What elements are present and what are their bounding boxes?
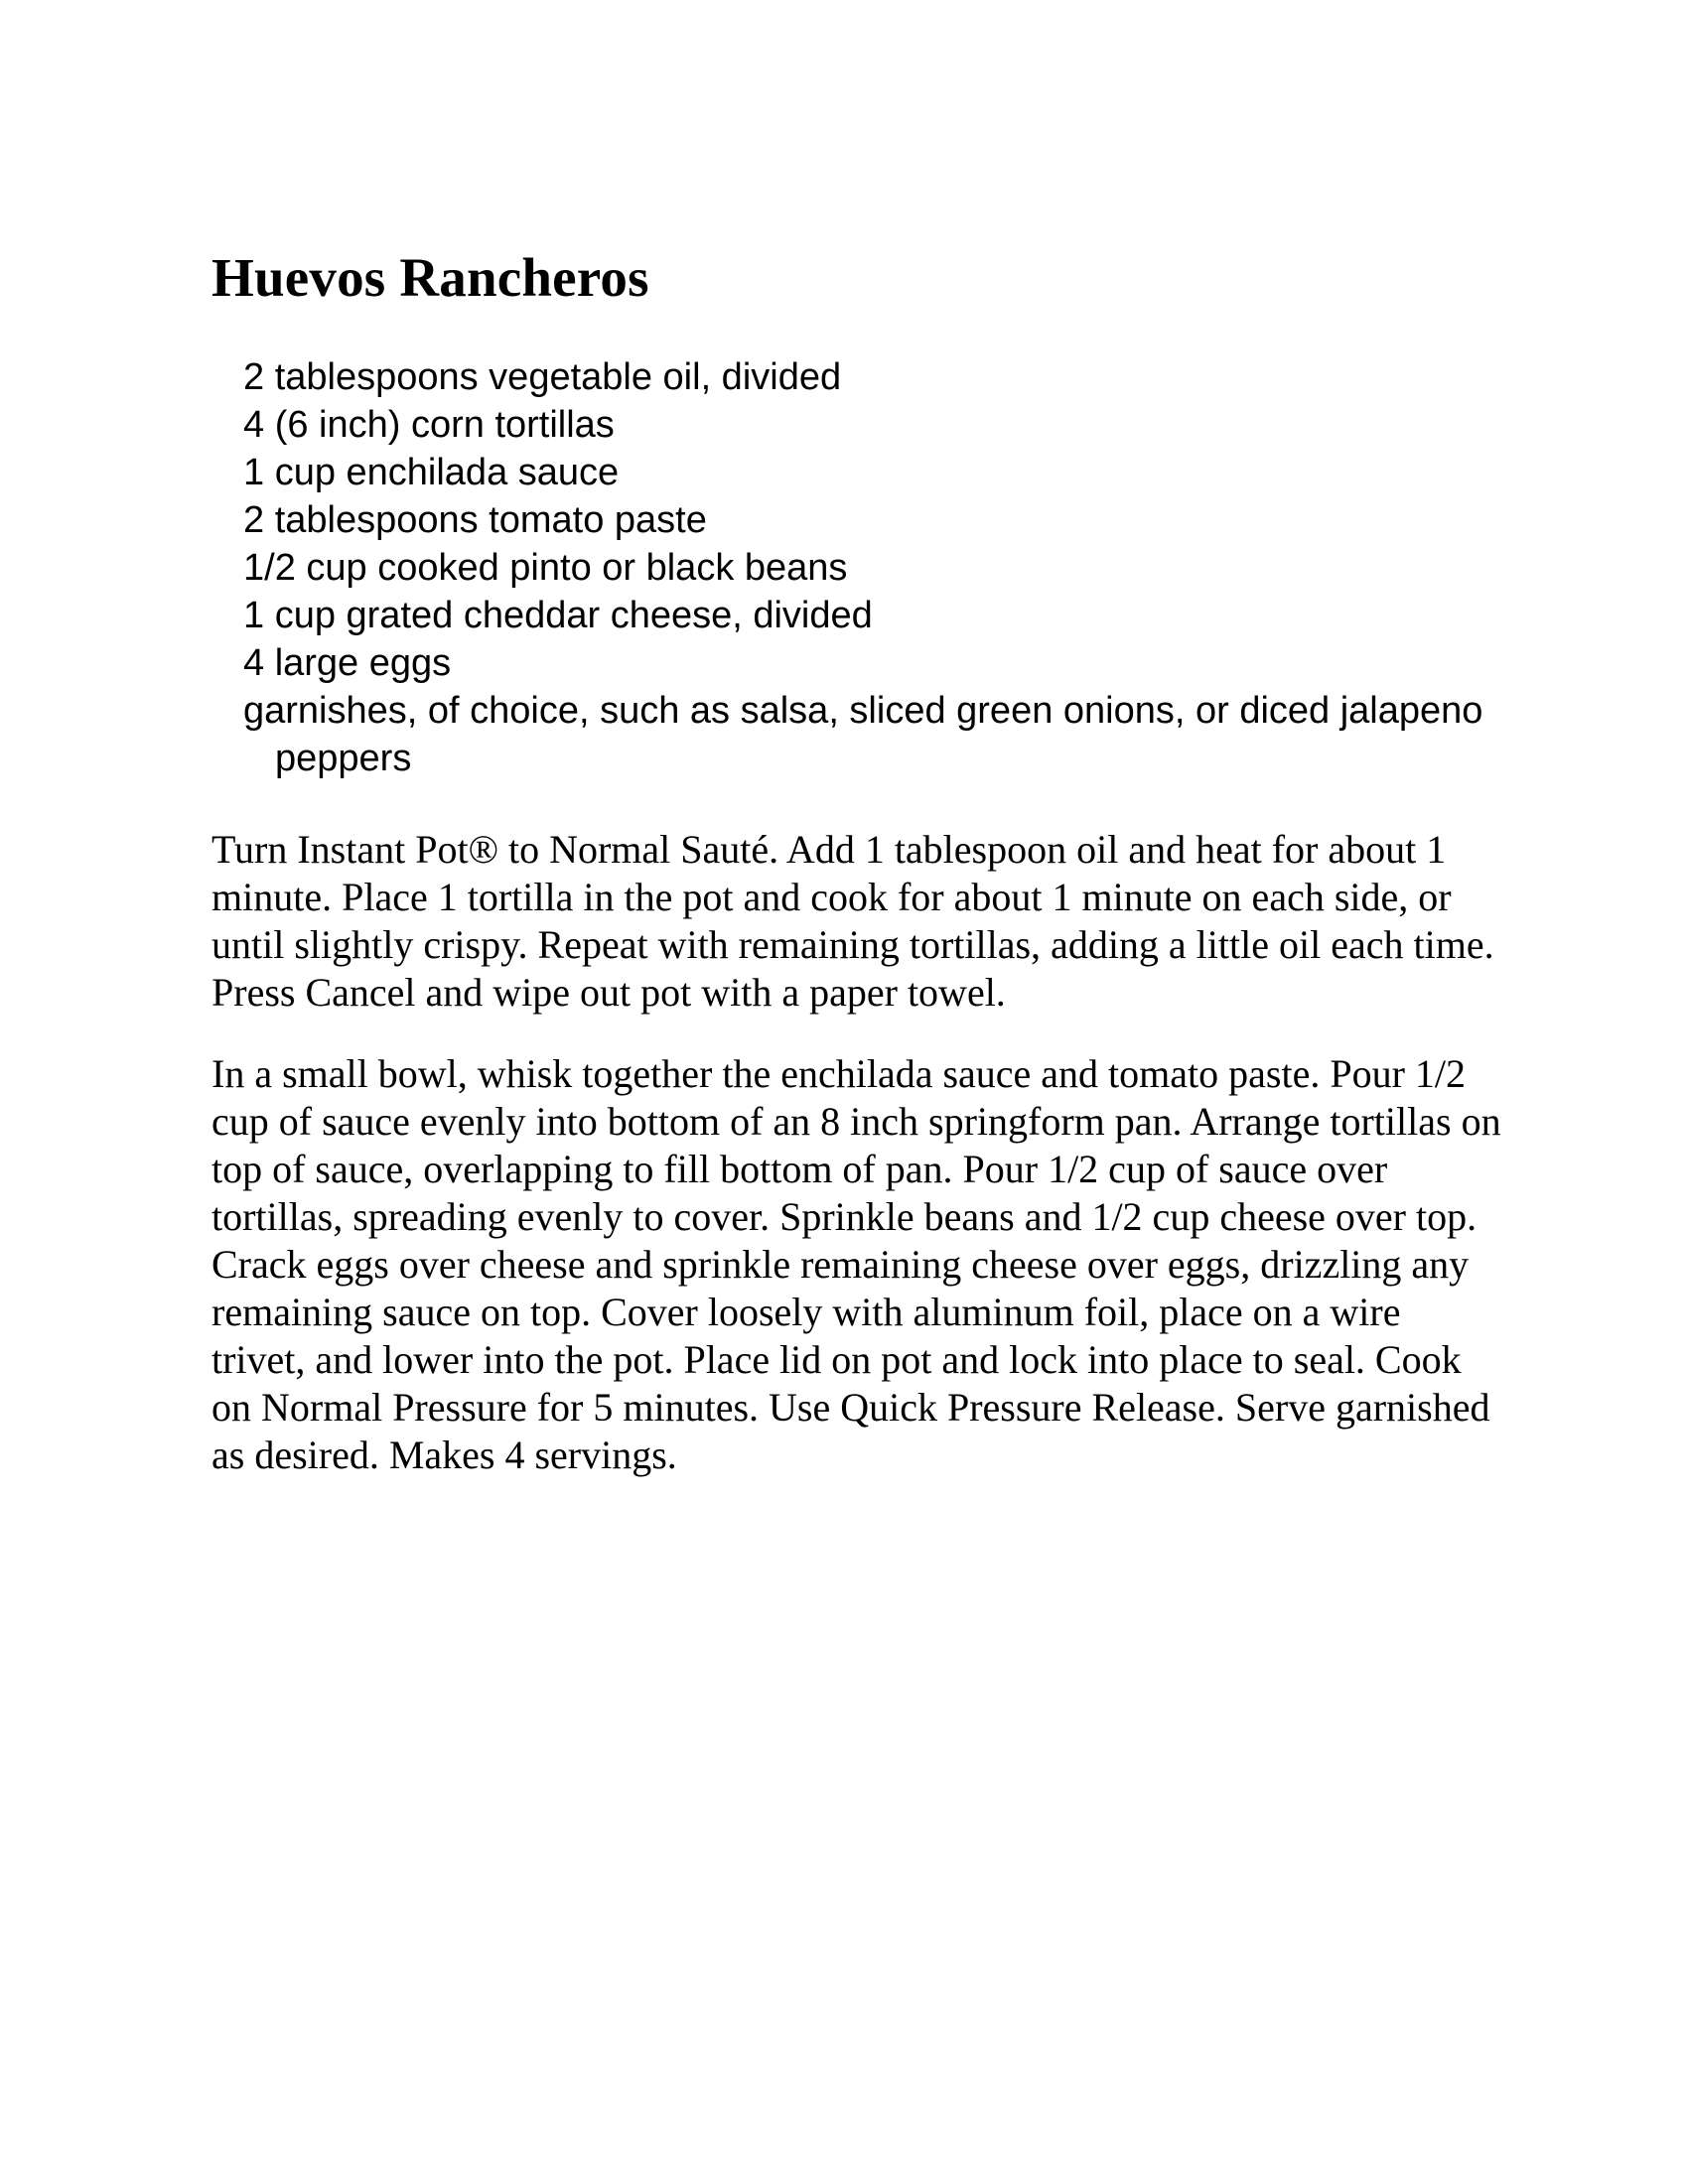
- ingredient-item: 1 cup grated cheddar cheese, divided: [243, 595, 873, 636]
- ingredient-item: garnishes, of choice, such as salsa, sliced green onions, or diced jalapeno peppers: [243, 690, 1483, 779]
- instruction-paragraph: Turn Instant Pot® to Normal Sauté. Add 1 tablespoon oil and heat for about 1 minute. Place 1 tortilla in the pot and cook for about 1 minute on each side, or until slightly crispy. Repeat with remaining tortillas, adding a little oil each time. Press Cancel and wipe out pot with a paper towel.: [211, 827, 1494, 1015]
- recipe-title: Huevos Rancheros: [211, 247, 649, 308]
- recipe-page: [211, 246, 1502, 1513]
- instruction-paragraph: In a small bowl, whisk together the enchilada sauce and tomato paste. Pour 1/2 cup of sauce evenly into bottom of an 8 inch springform pan. Arrange tortillas on top of sauce, overlapping to fill bottom of pan. Pour 1/2 cup of sauce over tortillas, spreading evenly to cover. Sprinkle beans and 1/2 cup cheese over top. Crack eggs over cheese and sprinkle remaining cheese over eggs, drizzling any remaining sauce on top. Cover loosely with aluminum foil, place on a wire trivet, and lower into the pot. Place lid on pot and lock into place to seal. Cook on Normal Pressure for 5 minutes. Use Quick Pressure Release. Serve garnished as desired. Makes 4 servings.: [211, 1051, 1501, 1477]
- ingredient-item: 4 large eggs: [243, 642, 452, 684]
- ingredient-item: 2 tablespoons tomato paste: [243, 499, 707, 541]
- ingredient-item: 4 (6 inch) corn tortillas: [243, 404, 615, 446]
- ingredient-item: 1/2 cup cooked pinto or black beans: [243, 547, 848, 589]
- instructions: [211, 826, 1502, 1479]
- ingredient-item: 1 cup enchilada sauce: [243, 452, 620, 493]
- ingredient-list: [211, 353, 1502, 782]
- ingredient-item: 2 tablespoons vegetable oil, divided: [243, 356, 842, 398]
